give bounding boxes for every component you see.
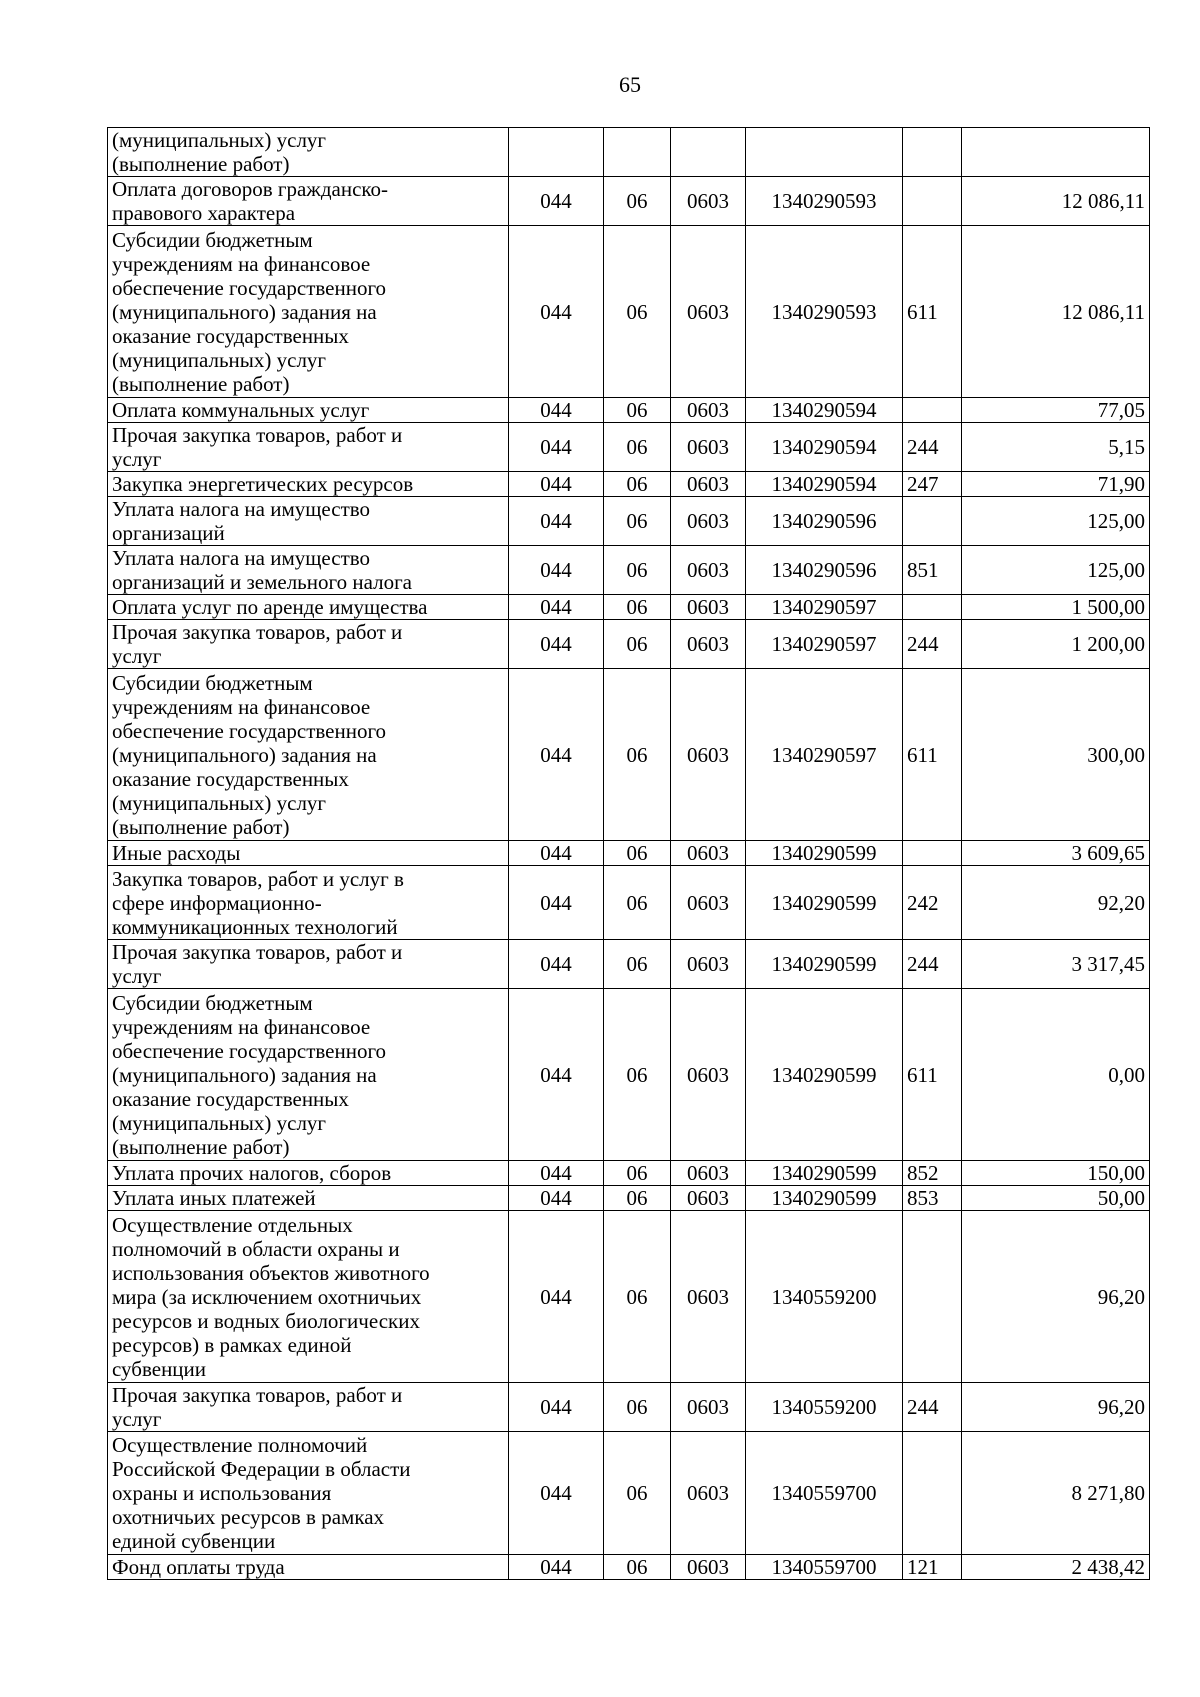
- expense-name-cell: Фонд оплаты труда: [108, 1555, 509, 1580]
- target-article-cell: 1340290599: [746, 940, 903, 989]
- section-code-cell: 06: [604, 1161, 671, 1186]
- subsection-code-cell: 0603: [671, 423, 746, 472]
- expense-name-cell: Прочая закупка товаров, работ и услуг: [108, 423, 509, 472]
- grbs-code-cell: 044: [509, 472, 604, 497]
- table-row: [108, 989, 1150, 1161]
- grbs-code-cell: 044: [509, 989, 604, 1161]
- expense-name-cell: Уплата налога на имущество организаций: [108, 497, 509, 546]
- subsection-code-cell: 0603: [671, 841, 746, 866]
- target-article-cell: 1340290594: [746, 423, 903, 472]
- expense-name-cell: Закупка товаров, работ и услуг в сфере информационно- коммуникационных технологий: [108, 866, 509, 940]
- table-row: [108, 1186, 1150, 1211]
- subsection-code-cell: 0603: [671, 669, 746, 841]
- table-row: [108, 1432, 1150, 1555]
- amount-cell: 5,15: [962, 423, 1150, 472]
- amount-cell: 50,00: [962, 1186, 1150, 1211]
- section-code-cell: 06: [604, 1432, 671, 1555]
- section-code-cell: 06: [604, 1186, 671, 1211]
- grbs-code-cell: 044: [509, 398, 604, 423]
- subsection-code-cell: [671, 128, 746, 177]
- table-row: [108, 497, 1150, 546]
- subsection-code-cell: 0603: [671, 595, 746, 620]
- section-code-cell: 06: [604, 940, 671, 989]
- table-row: [108, 866, 1150, 940]
- expense-name-cell: Оплата коммунальных услуг: [108, 398, 509, 423]
- section-code-cell: 06: [604, 1211, 671, 1383]
- amount-cell: 150,00: [962, 1161, 1150, 1186]
- expense-type-cell: 611: [903, 989, 962, 1161]
- target-article-cell: 1340559200: [746, 1211, 903, 1383]
- subsection-code-cell: 0603: [671, 866, 746, 940]
- section-code-cell: 06: [604, 472, 671, 497]
- subsection-code-cell: 0603: [671, 940, 746, 989]
- target-article-cell: 1340290599: [746, 1186, 903, 1211]
- expense-type-cell: 247: [903, 472, 962, 497]
- table-row: [108, 940, 1150, 989]
- table-row: [108, 472, 1150, 497]
- expense-type-cell: [903, 595, 962, 620]
- section-code-cell: 06: [604, 841, 671, 866]
- table-row: [108, 398, 1150, 423]
- expense-type-cell: [903, 128, 962, 177]
- page-number: 65: [619, 72, 641, 97]
- amount-cell: 125,00: [962, 497, 1150, 546]
- budget-table-body: [108, 128, 1150, 1580]
- subsection-code-cell: 0603: [671, 1211, 746, 1383]
- subsection-code-cell: 0603: [671, 1432, 746, 1555]
- expense-type-cell: 611: [903, 226, 962, 398]
- amount-cell: 300,00: [962, 669, 1150, 841]
- expense-type-cell: 244: [903, 940, 962, 989]
- section-code-cell: 06: [604, 669, 671, 841]
- expense-type-cell: 121: [903, 1555, 962, 1580]
- amount-cell: 0,00: [962, 989, 1150, 1161]
- expense-type-cell: 242: [903, 866, 962, 940]
- amount-cell: 125,00: [962, 546, 1150, 595]
- subsection-code-cell: 0603: [671, 226, 746, 398]
- budget-table: [107, 127, 1150, 1580]
- grbs-code-cell: 044: [509, 1161, 604, 1186]
- amount-cell: 3 609,65: [962, 841, 1150, 866]
- section-code-cell: 06: [604, 497, 671, 546]
- table-row: [108, 546, 1150, 595]
- amount-cell: [962, 128, 1150, 177]
- table-row: [108, 1555, 1150, 1580]
- target-article-cell: 1340290599: [746, 1161, 903, 1186]
- expense-type-cell: 853: [903, 1186, 962, 1211]
- expense-type-cell: 244: [903, 620, 962, 669]
- subsection-code-cell: 0603: [671, 546, 746, 595]
- target-article-cell: 1340559200: [746, 1383, 903, 1432]
- grbs-code-cell: 044: [509, 620, 604, 669]
- amount-cell: 3 317,45: [962, 940, 1150, 989]
- table-row: [108, 1383, 1150, 1432]
- target-article-cell: 1340290599: [746, 841, 903, 866]
- expense-type-cell: [903, 177, 962, 226]
- target-article-cell: 1340290599: [746, 989, 903, 1161]
- table-row: [108, 841, 1150, 866]
- amount-cell: 2 438,42: [962, 1555, 1150, 1580]
- target-article-cell: 1340290597: [746, 669, 903, 841]
- expense-name-cell: Осуществление полномочий Российской Федерации в области охраны и использования охотничьих ресурсов в рамках единой субвенции: [108, 1432, 509, 1555]
- amount-cell: 71,90: [962, 472, 1150, 497]
- amount-cell: 96,20: [962, 1211, 1150, 1383]
- section-code-cell: 06: [604, 620, 671, 669]
- subsection-code-cell: 0603: [671, 497, 746, 546]
- subsection-code-cell: 0603: [671, 1186, 746, 1211]
- table-row: [108, 669, 1150, 841]
- expense-type-cell: 611: [903, 669, 962, 841]
- expense-name-cell: Иные расходы: [108, 841, 509, 866]
- target-article-cell: 1340290599: [746, 866, 903, 940]
- target-article-cell: 1340290596: [746, 546, 903, 595]
- section-code-cell: 06: [604, 226, 671, 398]
- expense-name-cell: Осуществление отдельных полномочий в области охраны и использования объектов животного мира (за исключением охотничьих ресурсов и водных биологических ресурсов) в рамках единой субвенции: [108, 1211, 509, 1383]
- expense-name-cell: Субсидии бюджетным учреждениям на финансовое обеспечение государственного (муниципального) задания на оказание государственных (муниципальных) услуг (выполнение работ): [108, 989, 509, 1161]
- grbs-code-cell: 044: [509, 669, 604, 841]
- grbs-code-cell: 044: [509, 595, 604, 620]
- grbs-code-cell: 044: [509, 1555, 604, 1580]
- amount-cell: 96,20: [962, 1383, 1150, 1432]
- grbs-code-cell: 044: [509, 1432, 604, 1555]
- target-article-cell: 1340290597: [746, 595, 903, 620]
- subsection-code-cell: 0603: [671, 1555, 746, 1580]
- expense-name-cell: Уплата налога на имущество организаций и земельного налога: [108, 546, 509, 595]
- subsection-code-cell: 0603: [671, 1383, 746, 1432]
- expense-type-cell: [903, 1432, 962, 1555]
- section-code-cell: 06: [604, 423, 671, 472]
- section-code-cell: 06: [604, 595, 671, 620]
- grbs-code-cell: [509, 128, 604, 177]
- amount-cell: 1 200,00: [962, 620, 1150, 669]
- section-code-cell: 06: [604, 866, 671, 940]
- grbs-code-cell: 044: [509, 1383, 604, 1432]
- expense-name-cell: Уплата иных платежей: [108, 1186, 509, 1211]
- grbs-code-cell: 044: [509, 940, 604, 989]
- target-article-cell: 1340290593: [746, 226, 903, 398]
- grbs-code-cell: 044: [509, 1211, 604, 1383]
- amount-cell: 92,20: [962, 866, 1150, 940]
- section-code-cell: 06: [604, 398, 671, 423]
- expense-name-cell: Прочая закупка товаров, работ и услуг: [108, 620, 509, 669]
- grbs-code-cell: 044: [509, 226, 604, 398]
- amount-cell: 8 271,80: [962, 1432, 1150, 1555]
- subsection-code-cell: 0603: [671, 620, 746, 669]
- target-article-cell: 1340290596: [746, 497, 903, 546]
- expense-name-cell: (муниципальных) услуг (выполнение работ): [108, 128, 509, 177]
- grbs-code-cell: 044: [509, 177, 604, 226]
- subsection-code-cell: 0603: [671, 472, 746, 497]
- target-article-cell: 1340290594: [746, 472, 903, 497]
- table-row: [108, 128, 1150, 177]
- table-row: [108, 1211, 1150, 1383]
- table-row: [108, 595, 1150, 620]
- expense-name-cell: Уплата прочих налогов, сборов: [108, 1161, 509, 1186]
- amount-cell: 12 086,11: [962, 226, 1150, 398]
- expense-type-cell: [903, 398, 962, 423]
- expense-type-cell: [903, 497, 962, 546]
- expense-type-cell: 851: [903, 546, 962, 595]
- subsection-code-cell: 0603: [671, 989, 746, 1161]
- grbs-code-cell: 044: [509, 497, 604, 546]
- grbs-code-cell: 044: [509, 1186, 604, 1211]
- section-code-cell: [604, 128, 671, 177]
- expense-name-cell: Субсидии бюджетным учреждениям на финансовое обеспечение государственного (муниципального) задания на оказание государственных (муниципальных) услуг (выполнение работ): [108, 669, 509, 841]
- grbs-code-cell: 044: [509, 423, 604, 472]
- target-article-cell: 1340290593: [746, 177, 903, 226]
- section-code-cell: 06: [604, 989, 671, 1161]
- section-code-cell: 06: [604, 546, 671, 595]
- expense-name-cell: Субсидии бюджетным учреждениям на финансовое обеспечение государственного (муниципального) задания на оказание государственных (муниципальных) услуг (выполнение работ): [108, 226, 509, 398]
- target-article-cell: 1340290597: [746, 620, 903, 669]
- subsection-code-cell: 0603: [671, 1161, 746, 1186]
- target-article-cell: 1340559700: [746, 1432, 903, 1555]
- target-article-cell: 1340290594: [746, 398, 903, 423]
- expense-name-cell: Оплата услуг по аренде имущества: [108, 595, 509, 620]
- expense-name-cell: Прочая закупка товаров, работ и услуг: [108, 1383, 509, 1432]
- subsection-code-cell: 0603: [671, 398, 746, 423]
- table-row: [108, 423, 1150, 472]
- expense-name-cell: Закупка энергетических ресурсов: [108, 472, 509, 497]
- expense-type-cell: 852: [903, 1161, 962, 1186]
- expense-type-cell: [903, 841, 962, 866]
- amount-cell: 1 500,00: [962, 595, 1150, 620]
- expense-type-cell: 244: [903, 423, 962, 472]
- amount-cell: 12 086,11: [962, 177, 1150, 226]
- table-row: [108, 620, 1150, 669]
- table-row: [108, 1161, 1150, 1186]
- expense-name-cell: Оплата договоров гражданско- правового характера: [108, 177, 509, 226]
- target-article-cell: [746, 128, 903, 177]
- grbs-code-cell: 044: [509, 841, 604, 866]
- subsection-code-cell: 0603: [671, 177, 746, 226]
- expense-type-cell: 244: [903, 1383, 962, 1432]
- grbs-code-cell: 044: [509, 866, 604, 940]
- table-row: [108, 226, 1150, 398]
- grbs-code-cell: 044: [509, 546, 604, 595]
- section-code-cell: 06: [604, 177, 671, 226]
- target-article-cell: 1340559700: [746, 1555, 903, 1580]
- amount-cell: 77,05: [962, 398, 1150, 423]
- expense-type-cell: [903, 1211, 962, 1383]
- expense-name-cell: Прочая закупка товаров, работ и услуг: [108, 940, 509, 989]
- section-code-cell: 06: [604, 1555, 671, 1580]
- section-code-cell: 06: [604, 1383, 671, 1432]
- table-row: [108, 177, 1150, 226]
